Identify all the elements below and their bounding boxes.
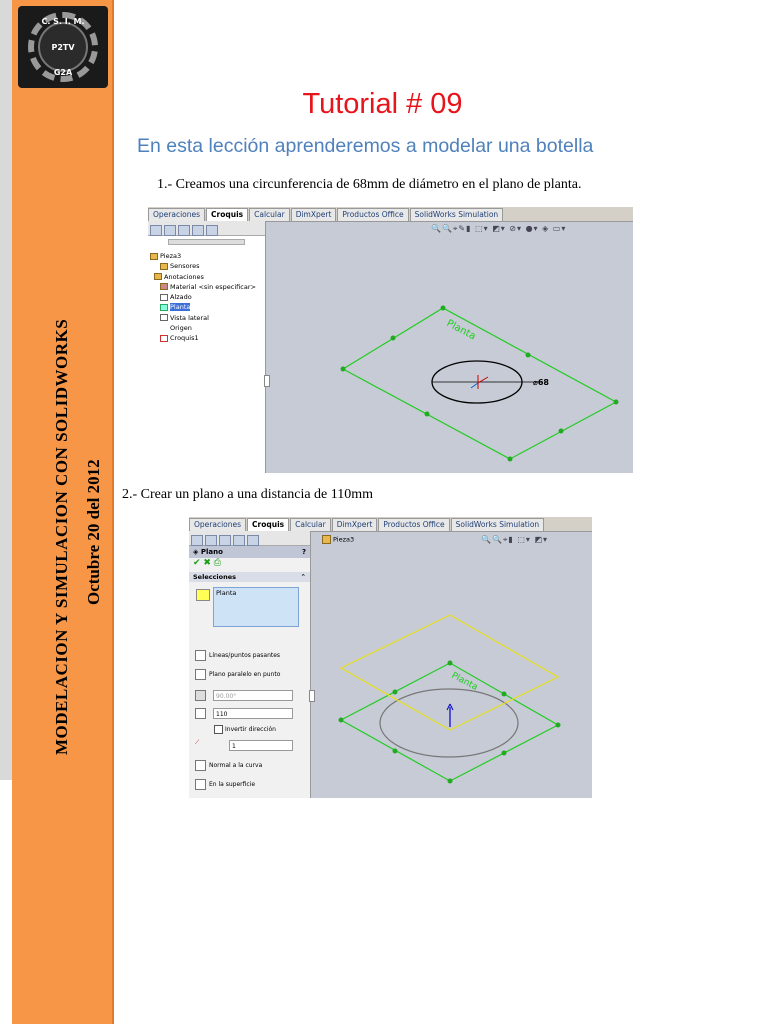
page-title: Tutorial # 09 bbox=[302, 88, 463, 120]
vertical-date: Octubre 20 del 2012 bbox=[84, 459, 103, 605]
plane-handles bbox=[341, 306, 619, 462]
collapse-icon[interactable]: ⌃ bbox=[300, 573, 306, 581]
tab-croquis[interactable]: Croquis bbox=[206, 208, 248, 222]
tab-operaciones[interactable]: Operaciones bbox=[148, 208, 205, 222]
option-lineas-puntos[interactable]: Líneas/puntos pasantes bbox=[195, 650, 280, 661]
angle-input[interactable]: 90.00° bbox=[213, 690, 293, 701]
graphics-area-1 bbox=[148, 207, 633, 473]
selection-box[interactable]: Planta bbox=[213, 587, 299, 627]
tab-dimxpert[interactable]: DimXpert bbox=[291, 208, 337, 222]
invert-direction-checkbox[interactable]: Invertir dirección bbox=[214, 725, 276, 734]
graphics-area-2 bbox=[189, 517, 592, 798]
plane-label: Planta bbox=[444, 317, 478, 343]
tab-simulation[interactable]: SolidWorks Simulation bbox=[410, 208, 504, 222]
plane-label: Planta bbox=[449, 670, 480, 693]
sidebar-shadow bbox=[0, 0, 12, 780]
step-2-text: 2.- Crear un plano a una distancia de 110mm bbox=[122, 487, 374, 502]
selections-header[interactable]: Selecciones ⌃ bbox=[189, 572, 310, 582]
distance-input[interactable]: 110 bbox=[213, 708, 293, 719]
option-superficie[interactable]: En la superficie bbox=[195, 779, 255, 790]
tree-item-anotaciones[interactable]: Anotaciones bbox=[150, 272, 263, 282]
view-toolbar[interactable]: 🔍🔍⌖▮ ⬚▾ ◩▾ bbox=[481, 535, 549, 544]
solidworks-screenshot-1 bbox=[148, 207, 633, 473]
tab-productos-office[interactable]: Productos Office bbox=[378, 518, 449, 532]
logo-line1: C. S. I. M. bbox=[41, 17, 85, 26]
tab-croquis[interactable]: Croquis bbox=[247, 518, 289, 532]
ok-button[interactable]: ✔ ✖ ⎙ bbox=[193, 558, 222, 568]
tree-item-material[interactable]: Material <sin especificar> bbox=[150, 282, 263, 292]
tab-productos-office[interactable]: Productos Office bbox=[337, 208, 408, 222]
step-1-text: 1.- Creamos una circunferencia de 68mm de diámetro en el plano de planta. bbox=[157, 177, 582, 192]
tab-calcular[interactable]: Calcular bbox=[290, 518, 331, 532]
sidebar bbox=[12, 0, 114, 1024]
logo-line2: P2TV bbox=[51, 43, 75, 52]
plane-icon: ◈ bbox=[193, 548, 201, 556]
sketch-circle bbox=[380, 689, 518, 757]
option-plano-paralelo[interactable]: Plano paralelo en punto bbox=[195, 669, 280, 680]
tree-item-alzado[interactable]: Alzado bbox=[150, 292, 263, 302]
tree-item-pieza[interactable]: Pieza3 bbox=[150, 251, 263, 261]
option-normal-curva[interactable]: Normal a la curva bbox=[195, 760, 262, 771]
tree-item-croquis1[interactable]: Croquis1 bbox=[150, 333, 263, 343]
part-name-label: Pieza3 bbox=[322, 535, 354, 544]
logo-line3: G2A bbox=[53, 68, 73, 77]
pm-title-bar: ◈ Plano ? bbox=[189, 546, 310, 558]
solidworks-screenshot-2 bbox=[189, 517, 592, 798]
page-subtitle: En esta lección aprenderemos a modelar una botella bbox=[137, 135, 594, 157]
tab-simulation[interactable]: SolidWorks Simulation bbox=[451, 518, 545, 532]
tree-item-sensores[interactable]: Sensores bbox=[150, 261, 263, 271]
help-icon[interactable]: ? bbox=[301, 548, 306, 556]
tree-item-planta[interactable]: Planta bbox=[150, 302, 263, 312]
tree-item-origen[interactable]: Origen bbox=[150, 323, 263, 333]
planta-plane bbox=[343, 308, 616, 459]
tab-calcular[interactable]: Calcular bbox=[249, 208, 290, 222]
tab-dimxpert[interactable]: DimXpert bbox=[332, 518, 378, 532]
count-input[interactable]: 1 bbox=[229, 740, 293, 751]
vertical-course-title: MODELACION Y SIMULACION CON SOLIDWORKS bbox=[52, 318, 71, 755]
view-toolbar[interactable]: 🔍🔍⌖✎▮ ⬚▾ ◩▾ ⊘▾ ●▾ ◈ ▭▾ bbox=[431, 224, 567, 233]
tree-item-vista-lateral[interactable]: Vista lateral bbox=[150, 313, 263, 323]
csim-logo bbox=[18, 6, 108, 88]
tab-operaciones[interactable]: Operaciones bbox=[189, 518, 246, 532]
diameter-dimension[interactable]: ⌀68 bbox=[533, 378, 549, 387]
count-icon: ⟋ bbox=[195, 739, 200, 746]
